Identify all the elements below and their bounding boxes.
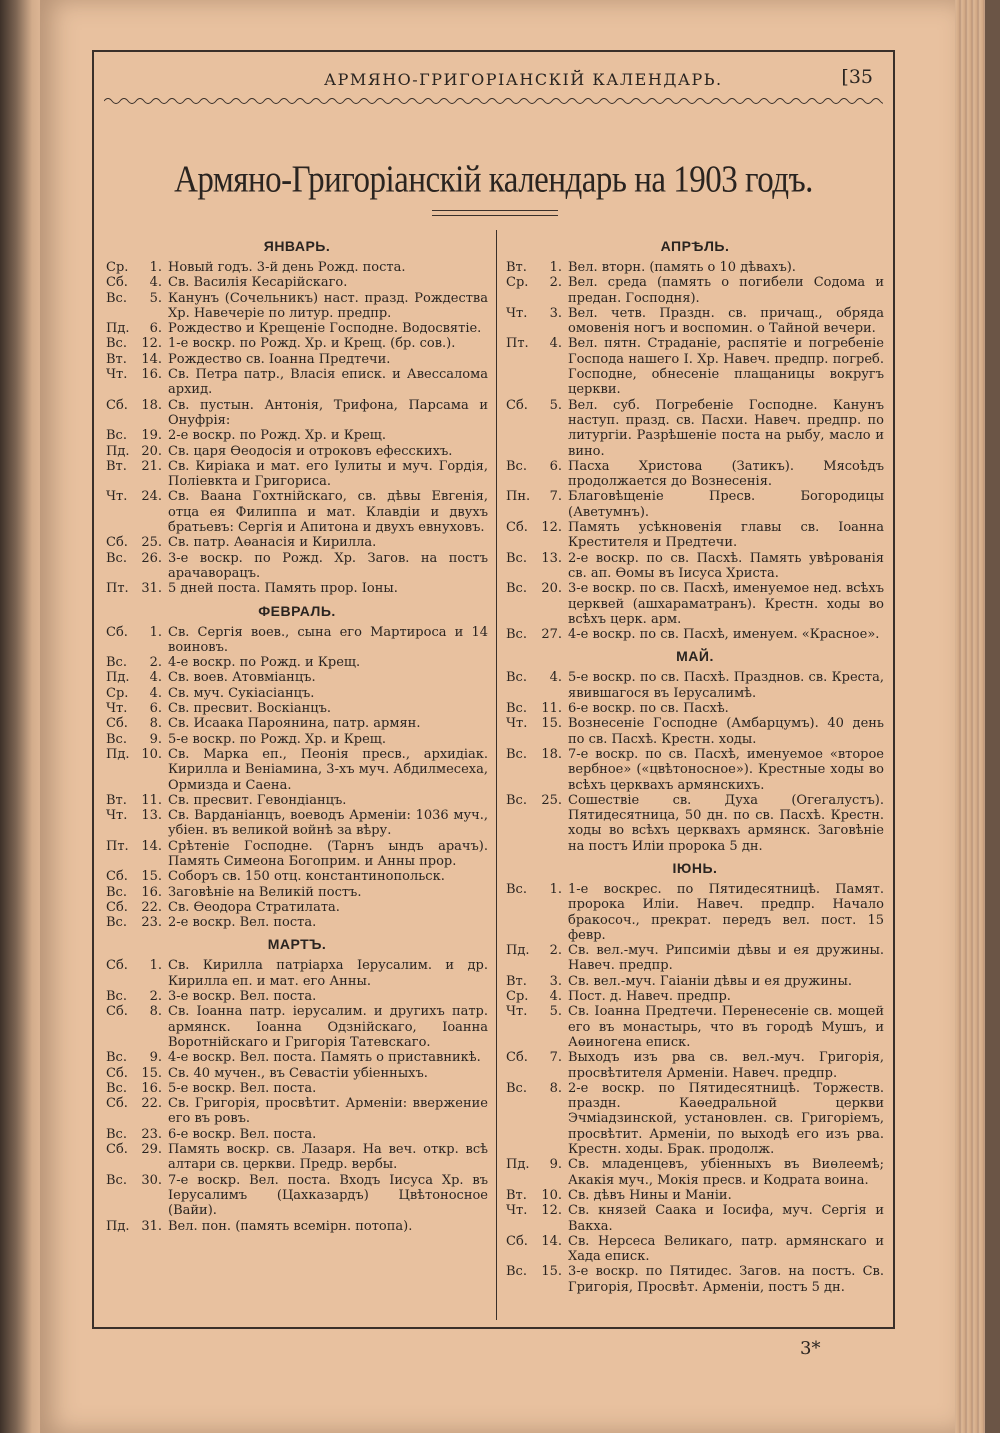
entry-text: Св. воев. Атовміанцъ. (168, 670, 316, 686)
entry-text: Св. Кирилла патріарха Іерусалим. и др. Кирилла еп. и мат. его Анны. (168, 958, 488, 989)
weekday: Вс. (106, 655, 127, 671)
weekday: Пд. (506, 1157, 530, 1173)
entry-text: Св. Іоанна патр. іерусалим. и другихъ патр. армянск. Іоанна Одзнійскаго, Іоанна Воротнійскаго и Григорія Татевскаго. (168, 1004, 488, 1050)
day-number: 7. (549, 489, 562, 505)
calendar-entry (506, 520, 884, 551)
day-number: 19. (141, 428, 162, 444)
calendar-entry (106, 1173, 488, 1219)
weekday: Сб. (506, 520, 528, 536)
running-title: АРМЯНО-ГРИГОРІАНСКІЙ КАЛЕНДАРЬ. (324, 70, 723, 89)
entry-text: Вел. вторн. (память о 10 дѣвахъ). (568, 260, 796, 275)
day-number: 11. (541, 701, 562, 717)
page-title: Армяно-Григоріанскій календарь на 1903 годъ. (174, 159, 813, 201)
month-heading: АПРѢЛЬ. (660, 238, 730, 254)
entry-text: Св. младенцевъ, убіенныхъ въ Виөлеемѣ; Акакія муч., Мокія пресв. и Кодрата воина. (568, 1157, 884, 1188)
calendar-entry (106, 625, 488, 656)
entry-text: 2-е воскр. по Пятидесятницѣ. Торжеств. праздн. Каөедральной церкви Эчміадзинской, установлен. св. Григоріемъ, просвѣтит. Арменіи, по выходѣ его изъ рва. Крестн. ходы. Брак. продолж. (568, 1080, 884, 1158)
calendar-entry (506, 974, 884, 989)
entry-text: 4-е воскр. по Рожд. и Крещ. (168, 655, 361, 671)
day-number: 2. (549, 275, 562, 291)
weekday: Пт. (106, 581, 129, 597)
entry-text: 3-е воскр. по Рожд. Хр. Загов. на постъ арачаворацъ. (168, 550, 488, 581)
day-number: 8. (149, 1004, 162, 1020)
weekday: Пт. (106, 838, 129, 854)
day-number: 16. (141, 884, 162, 900)
entry-text: Св. Ваана Гохтнійскаго, св. дѣвы Евгенія, отца ея Филиппа и мат. Клавдіи и двухъ братьевъ: Сергія и Апитона и двухъ евнуховъ. (168, 489, 488, 536)
calendar-entry (506, 793, 884, 854)
weekday: Вт. (506, 260, 527, 275)
entry-text: 7-е воскр. Вел. поста. Входъ Іисуса Хр. въ Іерусалимъ (Цахказардъ) Цвѣтоносное (Вайи). (168, 1172, 488, 1219)
calendar-entry (106, 444, 488, 459)
wavy-rule (104, 94, 883, 108)
day-number: 10. (141, 746, 162, 762)
month-heading: ФЕВРАЛЬ. (258, 602, 336, 619)
weekday: Пд. (106, 746, 130, 762)
calendar-entry (106, 1004, 488, 1050)
weekday: Чт. (106, 367, 128, 383)
calendar-entry (106, 686, 488, 701)
entry-text: Св. Варданіанцъ, воеводъ Арменіи: 1036 муч., убіен. въ великой войнѣ за вѣру. (168, 808, 488, 839)
day-number: 25. (541, 792, 562, 808)
entry-text: Вознесеніе Господне (Амбарцумъ). 40 день по св. Пасхѣ. Крестн. ходы. (568, 716, 884, 747)
day-number: 2. (149, 989, 162, 1005)
page-number: [35 (841, 66, 873, 88)
column-divider (496, 230, 497, 1320)
entry-text: Св. Григорія, просвѣтит. Арменіи: ввержение его въ ровъ. (168, 1096, 488, 1127)
calendar-entry (106, 352, 488, 367)
day-number: 26. (141, 550, 162, 566)
weekday: Ср. (106, 685, 129, 701)
weekday: Пд. (106, 670, 130, 686)
weekday: Сб. (106, 716, 128, 732)
weekday: Вс. (506, 701, 527, 717)
day-number: 10. (541, 1187, 562, 1203)
entry-text: 2-е воскр. по св. Пасхѣ. Память увѣрованія св. ап. Өомы въ Іисуса Христа. (568, 550, 884, 581)
calendar-entry (506, 1264, 884, 1295)
entry-text: 6-е воскр. по св. Пасхѣ. (568, 701, 729, 717)
weekday: Чт. (106, 701, 128, 717)
weekday: Сб. (506, 1050, 528, 1066)
day-number: 3. (549, 305, 562, 321)
weekday: Вс. (506, 581, 527, 597)
entry-text: Пасха Христова (Затикъ). Мясоѣдъ продолжается до Вознесенія. (568, 458, 884, 490)
day-number: 15. (541, 716, 562, 732)
entry-text: Св. патр. Аөанасія и Кирилла. (168, 535, 377, 551)
entry-text: 4-е воскр. по св. Пасхѣ, именуем. «Красное». (568, 627, 880, 643)
day-number: 6. (549, 458, 562, 474)
day-number: 4. (149, 685, 162, 701)
day-number: 4. (549, 989, 562, 1005)
calendar-entry (506, 1081, 884, 1157)
calendar-entry (106, 1127, 488, 1142)
calendar-entry (506, 1203, 884, 1234)
calendar-entry (506, 336, 884, 397)
calendar-entry (106, 275, 488, 290)
calendar-entry (506, 670, 884, 701)
weekday: Сб. (106, 1142, 128, 1158)
signature-mark: 3* (800, 1338, 821, 1359)
entry-text: Вел. четв. Праздн. св. причащ., обряда омовенія ногъ и воспомин. о Тайной вечери. (568, 305, 884, 337)
weekday: Сб. (506, 1233, 528, 1249)
entry-text: Вел. пон. (память всемірн. потопа). (168, 1218, 413, 1234)
day-number: 22. (141, 899, 162, 915)
calendar-entry (106, 1050, 488, 1065)
day-number: 14. (141, 351, 162, 367)
entry-text: Св. вел.-муч. Гаіаніи дѣвы и ея дружины. (568, 973, 853, 989)
weekday: Вс. (106, 428, 127, 444)
calendar-entry (506, 1157, 884, 1188)
entry-text: Св. Исаака Пароянина, патр. армян. (168, 716, 421, 732)
weekday: Сб. (506, 397, 528, 413)
weekday: Чт. (106, 489, 128, 505)
weekday: Вс. (106, 731, 127, 747)
calendar-entry (106, 1219, 488, 1234)
book-page (40, 0, 955, 1433)
weekday: Вс. (106, 1080, 127, 1096)
day-number: 21. (141, 458, 162, 474)
entry-text: 1-е воскр. по Рожд. Хр. и Крещ. (бр. сов.). (168, 336, 456, 352)
day-number: 4. (149, 670, 162, 686)
weekday: Ср. (506, 989, 529, 1005)
calendar-entry (106, 808, 488, 839)
weekday: Сб. (106, 624, 128, 640)
calendar-entry (106, 428, 488, 443)
calendar-entry (506, 882, 884, 943)
weekday: Пд. (106, 321, 130, 337)
entry-text: Рождество и Крещеніе Господне. Водосвятіе. (168, 321, 482, 337)
weekday: Вт. (106, 792, 127, 808)
calendar-entry (506, 943, 884, 974)
entry-text: 3-е воскр. Вел. поста. (168, 989, 317, 1005)
day-number: 5. (549, 397, 562, 413)
day-number: 30. (141, 1172, 162, 1188)
day-number: 16. (141, 1080, 162, 1096)
calendar-entry (106, 367, 488, 398)
weekday: Вт. (506, 973, 527, 989)
day-number: 6. (149, 321, 162, 337)
calendar-entry (506, 716, 884, 747)
entry-text: Память усѣкновенія главы св. Іоанна Крестителя и Предтечи. (568, 520, 884, 551)
weekday: Сб. (106, 958, 128, 974)
day-number: 5. (149, 290, 162, 306)
day-number: 2. (149, 655, 162, 671)
weekday: Сб. (106, 275, 128, 291)
weekday: Вс. (106, 915, 127, 931)
day-number: 1. (549, 260, 562, 275)
day-number: 16. (141, 367, 162, 383)
day-number: 9. (149, 731, 162, 747)
weekday: Чт. (506, 716, 528, 732)
weekday: Вс. (106, 989, 127, 1005)
entry-text: Пост. д. Навеч. предпр. (568, 989, 731, 1005)
calendar-entry (506, 260, 884, 275)
entry-text: Сошествіе св. Духа (Огегалустъ). Пятидесятница, 50 дн. по св. Пасхѣ. Крестн. ходы во всѣхъ церквахъ армянск. Заговѣніе на постъ Иліи пророка 5 дн. (568, 792, 884, 854)
month-heading: МАЙ. (676, 648, 714, 665)
weekday: Сб. (106, 869, 128, 885)
calendar-entry (506, 1234, 884, 1265)
day-number: 5. (549, 1004, 562, 1020)
entry-text: Св. пресвит. Гевондіанцъ. (168, 792, 347, 808)
weekday: Вс. (506, 881, 527, 897)
entry-text: Св. пресвит. Воскіанцъ. (168, 701, 332, 717)
weekday: Вс. (506, 458, 527, 474)
day-number: 31. (141, 581, 162, 597)
entry-text: Благовѣщеніе Пресв. Богородицы (Аветумнъ). (568, 489, 884, 520)
day-number: 14. (141, 838, 162, 854)
day-number: 11. (141, 792, 162, 808)
calendar-entry (506, 1004, 884, 1050)
weekday: Ср. (106, 260, 129, 275)
entry-text: 2-е воскр. по Рожд. Хр. и Крещ. (168, 428, 386, 444)
calendar-entry (106, 321, 488, 336)
entry-text: 4-е воскр. Вел. поста. Память о приставникѣ. (168, 1050, 481, 1066)
calendar-entry (106, 793, 488, 808)
calendar-entry (106, 398, 488, 429)
calendar-entry (106, 581, 488, 596)
weekday: Пн. (506, 489, 531, 505)
entry-text: Св. пустын. Антонія, Трифона, Парсама и Онуфрія: (168, 397, 488, 428)
weekday: Вт. (106, 458, 127, 474)
entry-text: 2-е воскр. Вел. поста. (168, 915, 317, 931)
weekday: Вс. (106, 550, 127, 566)
day-number: 20. (541, 581, 562, 597)
day-number: 15. (541, 1264, 562, 1280)
calendar-entry (506, 1050, 884, 1081)
day-number: 4. (549, 670, 562, 686)
day-number: 13. (141, 808, 162, 824)
weekday: Пд. (106, 1218, 130, 1234)
calendar-entry (106, 747, 488, 793)
calendar-entry (106, 459, 488, 490)
weekday: Вс. (506, 1080, 527, 1096)
weekday: Чт. (506, 1203, 528, 1219)
calendar-entry (106, 701, 488, 716)
day-number: 2. (549, 943, 562, 959)
entry-text: Выходъ изъ рва св. вел.-муч. Григорія, просвѣтителя Арменіи. Навеч. предпр. (568, 1050, 884, 1081)
entry-text: Св. Сергія воев., сына его Мартироса и 14 воиновъ. (168, 624, 488, 655)
weekday: Чт. (506, 1004, 528, 1020)
entry-text: Св. Петра патр., Власія еписк. и Авессалома архид. (168, 367, 488, 398)
entry-text: Св. 40 мучен., въ Севастіи убіенныхъ. (168, 1065, 428, 1081)
entry-text: Св. Өеодора Стратилата. (168, 899, 340, 915)
calendar-entry (506, 1188, 884, 1203)
month-heading: ІЮНЬ. (672, 859, 718, 876)
entry-text: Св. муч. Сукіасіанцъ. (168, 685, 315, 701)
calendar-entry (506, 459, 884, 490)
entry-text: 5-е воскр. Вел. поста. (168, 1080, 317, 1096)
weekday: Вс. (506, 550, 527, 566)
weekday: Вс. (506, 670, 527, 686)
calendar-entry (106, 1081, 488, 1096)
day-number: 1. (149, 260, 162, 275)
weekday: Сб. (106, 1065, 128, 1081)
entry-text: Память воскр. св. Лазаря. На веч. откр. всѣ алтари св. церкви. Предр. вербы. (168, 1142, 488, 1173)
calendar-entry (106, 900, 488, 915)
month-heading: МАРТЪ. (267, 936, 327, 953)
weekday: Сб. (106, 899, 128, 915)
weekday: Пд. (106, 443, 130, 459)
day-number: 13. (541, 550, 562, 566)
day-number: 29. (141, 1142, 162, 1158)
entry-text: 5-е воскр. по Рожд. Хр. и Крещ. (168, 731, 386, 747)
weekday: Вс. (506, 792, 527, 808)
entry-text: 6-е воскр. Вел. поста. (168, 1126, 317, 1142)
calendar-entry (106, 869, 488, 884)
weekday: Вс. (106, 1172, 127, 1188)
day-number: 12. (541, 520, 562, 536)
weekday: Пд. (506, 943, 530, 959)
entry-text: Вел. пятн. Страданіе, распятіе и погребеніе Господа нашего І. Хр. Навеч. предпр. погреб. Господне, обнесеніе плащаницы вокругъ церкви. (568, 336, 884, 398)
calendar-entry (106, 839, 488, 870)
day-number: 18. (141, 397, 162, 413)
day-number: 15. (141, 1065, 162, 1081)
entry-text: 5 дней поста. Память прор. Іоны. (168, 581, 398, 597)
calendar-entry (106, 489, 488, 535)
calendar-entry (106, 655, 488, 670)
entry-text: Св. дѣвъ Нины и Маніи. (568, 1187, 732, 1203)
weekday: Сб. (106, 1096, 128, 1112)
page-frame (92, 50, 895, 1329)
calendar-entry (106, 885, 488, 900)
calendar-entry (106, 551, 488, 582)
calendar-entry (506, 398, 884, 459)
weekday: Чт. (506, 305, 528, 321)
calendar-entry (106, 732, 488, 747)
day-number: 1. (149, 624, 162, 640)
day-number: 1. (149, 958, 162, 974)
day-number: 8. (149, 716, 162, 732)
calendar-entry (106, 915, 488, 930)
entry-text: Срѣтеніе Господне. (Тарнъ ындъ арачъ). Память Симеона Богоприм. и Анны прор. (168, 838, 488, 869)
entry-text: Св. Марка еп., Пеонія пресв., архидіак. Кирилла и Веніамина, 3-хъ муч. Абдилмесеха, Ормизда и Саена. (168, 746, 488, 793)
entry-text: Св. царя Өеодосія и отроковъ ефесскихъ. (168, 443, 453, 459)
day-number: 4. (149, 275, 162, 291)
calendar-entry (106, 989, 488, 1004)
calendar-entry (106, 716, 488, 731)
entry-text: Канунъ (Сочельникъ) наст. празд. Рождества Хр. Навечеріе по литур. предпр. (168, 290, 488, 321)
day-number: 1. (549, 881, 562, 897)
day-number: 6. (149, 701, 162, 717)
calendar-entry (106, 1096, 488, 1127)
entry-text: Св. Киріака и мат. его Іулиты и муч. Гордія, Поліевкта и Григориса. (168, 458, 488, 490)
day-number: 20. (141, 443, 162, 459)
day-number: 12. (541, 1203, 562, 1219)
entry-text: Св. Нерсеса Великаго, патр. армянскаго и Хада еписк. (568, 1233, 884, 1265)
calendar-entry (506, 551, 884, 582)
entry-text: Рождество св. Іоанна Предтечи. (168, 351, 391, 367)
weekday: Чт. (106, 808, 128, 824)
day-number: 23. (141, 915, 162, 931)
entry-text: Вел. среда (память о погибели Содома и предан. Господня). (568, 275, 884, 306)
calendar-entry (506, 306, 884, 337)
day-number: 15. (141, 869, 162, 885)
day-number: 14. (541, 1233, 562, 1249)
day-number: 27. (541, 627, 562, 643)
weekday: Вс. (506, 1264, 527, 1280)
entry-text: 3-е воскр. по Пятидес. Загов. на постъ. Св. Григорія, Просвѣт. Арменіи, постъ 5 дн. (568, 1264, 884, 1295)
calendar-entry (506, 627, 884, 642)
weekday: Вс. (106, 336, 127, 352)
calendar-entry (106, 670, 488, 685)
calendar-entry (506, 747, 884, 793)
day-number: 7. (549, 1050, 562, 1066)
entry-text: 1-е воскрес. по Пятидесятницѣ. Памят. пророка Иліи. Навеч. предпр. Начало бракосоч., прекрат. передъ вел. пост. 15 февр. (568, 881, 884, 943)
weekday: Вс. (106, 884, 127, 900)
calendar-entry (506, 489, 884, 520)
calendar-entry (106, 958, 488, 989)
entry-text: Св. вел.-муч. Рипсиміи дѣвы и ея дружины. Навеч. предпр. (568, 943, 884, 974)
weekday: Вс. (506, 746, 527, 762)
calendar-entry (506, 989, 884, 1004)
calendar-entry (106, 291, 488, 322)
weekday: Сб. (106, 535, 128, 551)
weekday: Пт. (506, 336, 529, 352)
entry-text: Вел. суб. Погребеніе Господне. Канунъ наступ. празд. св. Пасхи. Навеч. предпр. по литургіи. Разрѣшеніе поста на рыбу, масло и вино. (568, 397, 884, 459)
day-number: 24. (141, 489, 162, 505)
day-number: 31. (141, 1218, 162, 1234)
right-column (506, 232, 884, 1295)
day-number: 9. (549, 1157, 562, 1173)
weekday: Вт. (506, 1187, 527, 1203)
day-number: 18. (541, 746, 562, 762)
book-edge-shadow (985, 0, 1000, 1433)
calendar-entry (506, 581, 884, 627)
calendar-entry (506, 701, 884, 716)
weekday: Вс. (506, 627, 527, 643)
calendar-entry (106, 260, 488, 275)
day-number: 9. (149, 1050, 162, 1066)
entry-text: 5-е воскр. по св. Пасхѣ. Празднов. св. Креста, явившагося въ Іерусалимѣ. (568, 670, 884, 701)
weekday: Сб. (106, 397, 128, 413)
entry-text: Заговѣніе на Великій постъ. (168, 884, 362, 900)
calendar-entry (506, 275, 884, 306)
entry-text: Св. Василія Кесарійскаго. (168, 275, 348, 291)
calendar-entry (106, 1142, 488, 1173)
day-number: 12. (141, 336, 162, 352)
weekday: Вс. (106, 1050, 127, 1066)
day-number: 22. (141, 1096, 162, 1112)
weekday: Сб. (106, 1004, 128, 1020)
month-heading: ЯНВАРЬ. (263, 238, 331, 254)
day-number: 8. (549, 1080, 562, 1096)
entry-text: 7-е воскр. по св. Пасхѣ, именуемое «второе вербное» («цвѣтоносное»). Крестные ходы во всѣхъ церквахъ армянскихъ. (568, 746, 884, 793)
left-column (106, 232, 488, 1234)
entry-text: 3-е воскр. по св. Пасхѣ, именуемое нед. всѣхъ церквей (ашхараматранъ). Крестн. ходы во всѣхъ церк. арм. (568, 581, 884, 627)
weekday: Ср. (506, 275, 529, 291)
title-rule (432, 210, 558, 216)
entry-text: Св. князей Саака и Іосифа, муч. Сергія и Вакха. (568, 1203, 884, 1234)
calendar-entry (106, 336, 488, 351)
day-number: 25. (141, 535, 162, 551)
weekday: Вс. (106, 1126, 127, 1142)
entry-text: Св. Іоанна Предтечи. Перенесеніе св. мощей его въ монастырь, что въ городѣ Мушъ, и Аөиногена еписк. (568, 1004, 884, 1050)
day-number: 4. (549, 336, 562, 352)
entry-text: Соборъ св. 150 отц. константинопольск. (168, 869, 445, 885)
day-number: 3. (549, 973, 562, 989)
entry-text: Новый годъ. 3-й день Рожд. поста. (168, 260, 406, 275)
calendar-entry (106, 1066, 488, 1081)
weekday: Вт. (106, 351, 127, 367)
weekday: Вс. (106, 290, 127, 306)
calendar-entry (106, 535, 488, 550)
day-number: 23. (141, 1126, 162, 1142)
